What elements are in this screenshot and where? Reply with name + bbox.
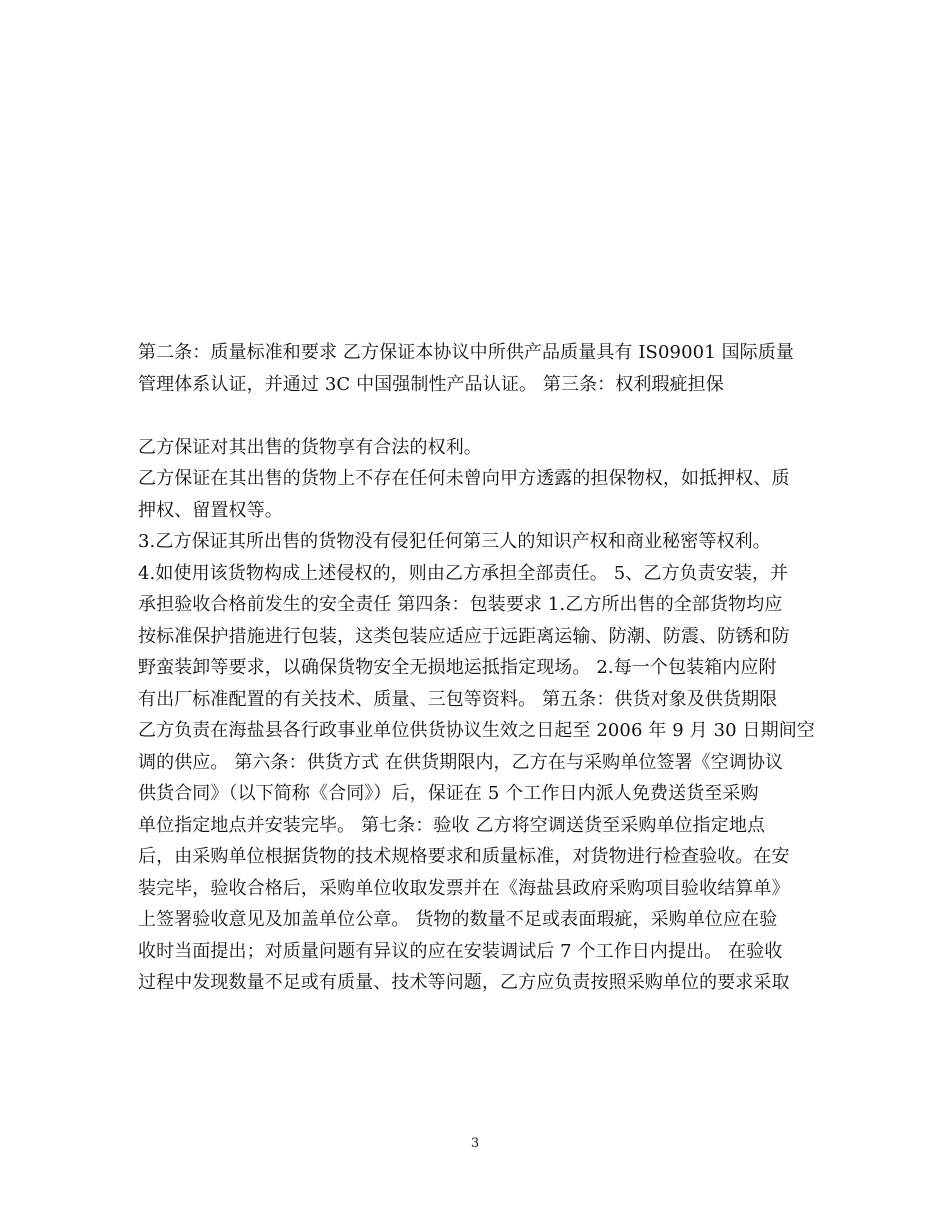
text-line: 3.乙方保证其所出售的货物没有侵犯任何第三人的知识产权和商业秘密等权利。 — [138, 531, 771, 552]
text-line: 后，由采购单位根据货物的技术规格要求和质量标准，对货物进行检查验收。在安 — [138, 846, 790, 867]
text-line: 管理体系认证，并通过 3C 中国强制性产品认证。 第三条：权利瑕疵担保 — [138, 373, 724, 395]
text-line: 供货合同》（以下简称《合同》）后，保证在 5 个工作日内派人免费送货至采购 — [138, 783, 759, 804]
text-line: 押权、留置权等。 — [138, 499, 283, 521]
text-line: 单位指定地点并安装完毕。 第七条：验收 乙方将空调送货至采购单位指定地点 — [138, 814, 766, 836]
text-line: 收时当面提出；对质量问题有异议的应在安装调试后 7 个工作日内提出。 在验收 — [138, 940, 783, 962]
text-line: 上签署验收意见及加盖单位公章。 货物的数量不足或表面瑕疵，采购单位应在验 — [138, 909, 778, 930]
text-line: 按标准保护措施进行包装，这类包装应适应于远距离运输、防潮、防震、防锈和防 — [138, 625, 790, 647]
text-line: 承担验收合格前发生的安全责任 第四条：包装要求 1.乙方所出售的全部货物均应 — [138, 594, 783, 615]
body-text — [138, 337, 818, 999]
text-line: 第二条：质量标准和要求 乙方保证本协议中所供产品质量具有 IS09001 国际质量 — [138, 342, 794, 363]
blank-line — [138, 400, 818, 432]
text-line: 乙方保证在其出售的货物上不存在任何未曾向甲方透露的担保物权，如抵押权、质 — [138, 468, 790, 489]
text-line: 装完毕，验收合格后，采购单位收取发票并在《海盐县政府采购项目验收结算单》 — [138, 877, 790, 899]
page-number: 3 — [470, 1136, 480, 1151]
text-line: 野蛮装卸等要求，以确保货物安全无损地运抵指定现场。 2.每一个包装箱内应附 — [138, 657, 777, 678]
text-line: 乙方负责在海盐县各行政事业单位供货协议生效之日起至 2006 年 9 月 30 日期间空 — [138, 720, 815, 741]
text-line: 乙方保证对其出售的货物享有合法的权利。 — [138, 436, 482, 458]
text-line: 4.如使用该货物构成上述侵权的，则由乙方承担全部责任。 5、乙方负责安装，并 — [138, 562, 789, 584]
text-line: 过程中发现数量不足或有质量、技术等问题，乙方应负责按照采购单位的要求采取 — [138, 972, 790, 993]
text-line: 调的供应。 第六条：供货方式 在供货期限内，乙方在与采购单位签署《空调协议 — [138, 751, 784, 773]
text-line: 有出厂标准配置的有关技术、质量、三包等资料。 第五条：供货对象及供货期限 — [138, 688, 778, 710]
